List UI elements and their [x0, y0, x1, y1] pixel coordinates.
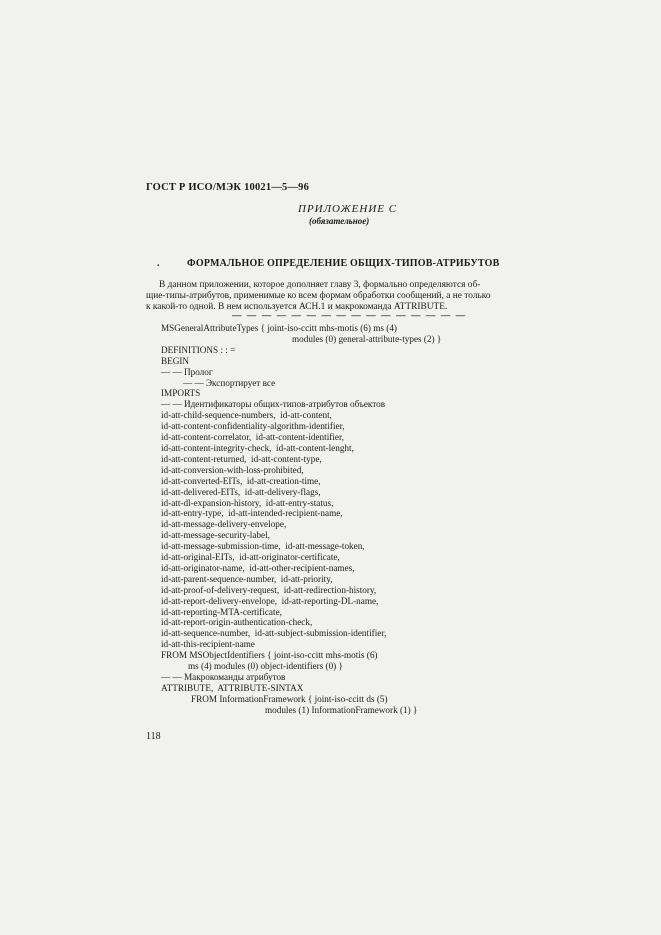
page-number: 118: [146, 731, 161, 742]
code-line: modules (0) general-attribute-types (2) }: [292, 333, 442, 344]
separator-dashes: — — — — — — — — — — — — — — — —: [232, 311, 467, 321]
code-line: id-att-converted-EITs, id-att-creation-time,: [161, 475, 321, 486]
appendix-subtitle: (обязательное): [309, 216, 370, 226]
asn1-code-block: [161, 323, 441, 716]
code-line: DEFINITIONS : : =: [161, 344, 236, 355]
code-line: id-att-dl-expansion-history, id-att-entry-status,: [161, 497, 334, 508]
section-title: ФОРМАЛЬНОЕ ОПРЕДЕЛЕНИЕ ОБЩИХ-ТИПОВ-АТРИБУТОВ: [187, 258, 500, 269]
code-comment: — — Экспортирует все: [183, 377, 276, 388]
code-line: id-att-reporting-MTA-certificate,: [161, 606, 282, 617]
code-comment: — — Пролог: [161, 366, 213, 377]
standard-header: ГОСТ Р ИСО/МЭК 10021—5—96: [146, 182, 310, 193]
code-line: id-att-delivered-EITs, id-att-delivery-flags,: [161, 486, 321, 497]
code-line: id-att-message-security-label,: [161, 530, 270, 541]
code-line: id-att-child-sequence-numbers, id-att-content,: [161, 410, 332, 421]
code-line: id-att-content-returned, id-att-content-type,: [161, 453, 322, 464]
code-line: id-att-originator-name, id-att-other-recipient-names,: [161, 562, 355, 573]
intro-line: щие-типы-атрибутов, применимые ко всем формам обработки сообщений, а не только: [146, 291, 491, 301]
section-bullet: .: [157, 258, 160, 269]
code-line: id-att-report-origin-authentication-check,: [161, 617, 313, 628]
code-line: id-att-parent-sequence-number, id-att-priority,: [161, 573, 333, 584]
code-line: id-att-original-EITs, id-att-originator-certificate,: [161, 552, 340, 563]
code-line: IMPORTS: [161, 388, 201, 399]
code-line: FROM MSObjectIdentifiers { joint-iso-ccitt mhs-motis (6): [161, 650, 378, 661]
appendix-title: ПРИЛОЖЕНИЕ С: [298, 203, 398, 215]
code-line: id-att-message-delivery-envelope,: [161, 519, 287, 530]
code-line: id-att-conversion-with-loss-prohibited,: [161, 464, 304, 475]
code-line: FROM InformationFramework { joint-iso-ccitt ds (5): [191, 693, 388, 704]
intro-line: к какой-то одной. В нем используется АСН.1 и макрокоманда ATTRIBUTE.: [146, 302, 448, 312]
code-line: BEGIN: [161, 355, 190, 366]
code-comment: — — Макрокоманды атрибутов: [161, 672, 286, 682]
code-line: id-att-message-submission-time, id-att-message-token,: [161, 541, 365, 552]
code-line: id-att-this-recipient-name: [161, 639, 255, 650]
code-comment: — — Идентификаторы общих-типов-атрибутов объектов: [161, 399, 386, 410]
code-line: id-att-content-integrity-check, id-att-content-lenght,: [161, 442, 354, 453]
code-line: modules (1) InformationFramework (1) }: [265, 704, 418, 715]
code-line: MSGeneralAttributeTypes { joint-iso-ccitt mhs-motis (6) ms (4): [161, 323, 397, 333]
code-line: id-att-entry-type, id-att-intended-recipient-name,: [161, 508, 343, 519]
code-line: ms (4) modules (0) object-identifiers (0) }: [188, 661, 343, 672]
code-line: id-att-report-delivery-envelope, id-att-reporting-DL-name,: [161, 595, 379, 606]
intro-paragraph: [146, 280, 491, 313]
code-line: id-att-sequence-number, id-att-subject-submission-identifier,: [161, 628, 387, 639]
intro-line: В данном приложении, которое дополняет главу 3, формально определяются об-: [159, 280, 481, 290]
code-line: id-att-content-confidentiality-algorithm-identifier,: [161, 421, 345, 432]
code-line: ATTRIBUTE, ATTRIBUTE-SINTAX: [161, 682, 304, 693]
code-line: id-att-proof-of-delivery-request, id-att-redirection-history,: [161, 584, 377, 595]
code-line: id-att-content-correlator, id-att-content-identifier,: [161, 432, 344, 443]
